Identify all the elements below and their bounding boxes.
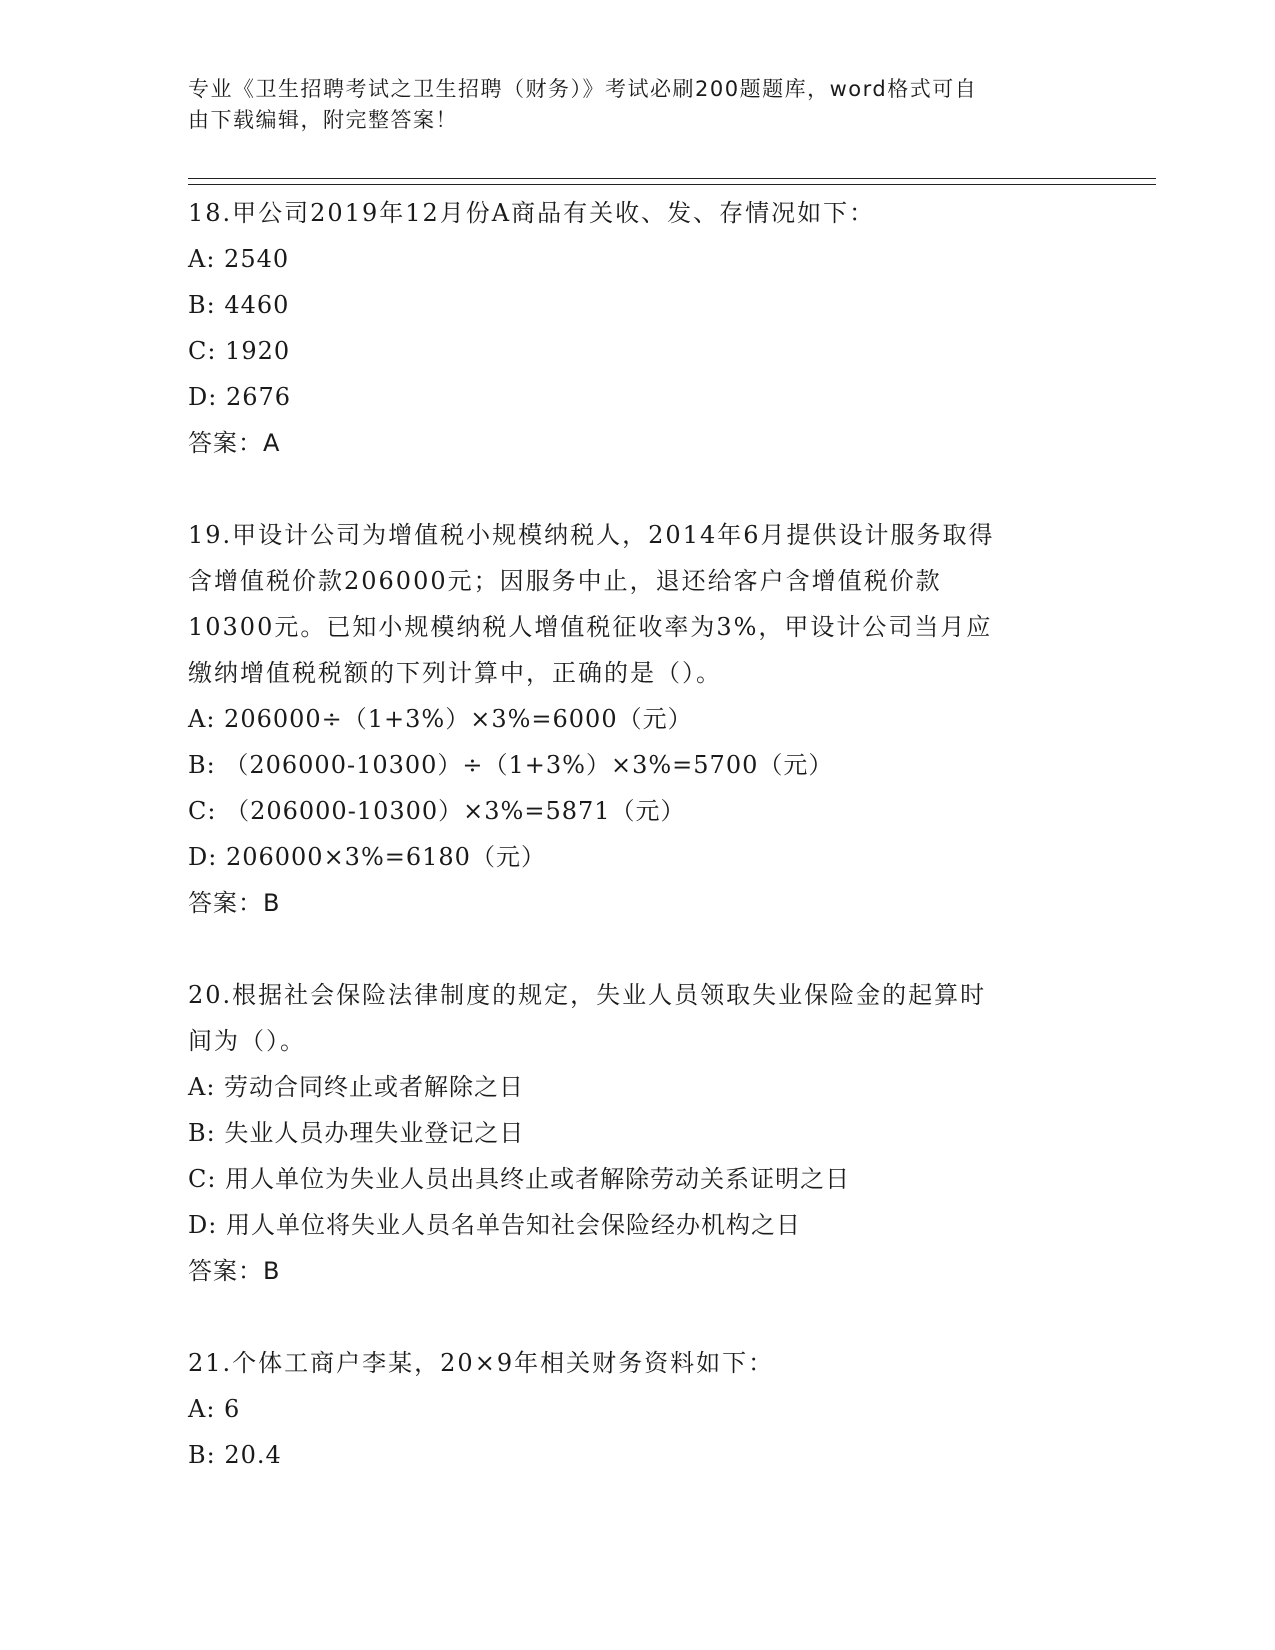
option-d: D: 2676 [188,383,292,411]
spacer [188,466,1088,512]
option-a: A: 劳动合同终止或者解除之日 [188,1073,525,1101]
header-divider-top [188,178,1156,179]
option-b: B: 20.4 [188,1441,282,1469]
question-20 [188,972,1088,1294]
question-stem: 缴纳增值税税额的下列计算中，正确的是（）。 [188,659,722,687]
question-21 [188,1340,1088,1478]
spacer [188,1294,1088,1340]
question-stem: 18.甲公司2019年12月份A商品有关收、发、存情况如下： [188,199,876,227]
question-stem: 19.甲设计公司为增值税小规模纳税人，2014年6月提供设计服务取得 [188,521,995,549]
option-d: D: 206000×3%=6180（元） [188,843,546,871]
question-stem: 10300元。已知小规模纳税人增值税征收率为3%，甲设计公司当月应 [188,613,993,641]
option-d: D: 用人单位将失业人员名单告知社会保险经办机构之日 [188,1211,801,1239]
question-list [188,190,1088,1478]
option-c: C: （206000-10300）×3%=5871（元） [188,797,686,825]
question-18 [188,190,1088,466]
header-line-2: 由下载编辑，附完整答案！ [188,108,458,132]
question-stem: 21.个体工商户李某，20×9年相关财务资料如下： [188,1349,775,1377]
document-header [188,74,1068,136]
answer: 答案：A [188,429,281,457]
question-stem: 20.根据社会保险法律制度的规定，失业人员领取失业保险金的起算时 [188,981,987,1009]
answer: 答案：B [188,889,281,917]
option-c: C: 1920 [188,337,291,365]
header-line-1: 专业《卫生招聘考试之卫生招聘（财务）》考试必刷200题题库，word格式可自 [188,77,978,101]
header-divider-bottom [188,184,1156,185]
question-19 [188,512,1088,926]
option-b: B: 4460 [188,291,290,319]
question-stem: 含增值税价款206000元；因服务中止，退还给客户含增值税价款 [188,567,942,595]
option-b: B: （206000-10300）÷（1+3%）×3%=5700（元） [188,751,834,779]
option-a: A: 6 [188,1395,241,1423]
option-c: C: 用人单位为失业人员出具终止或者解除劳动关系证明之日 [188,1165,851,1193]
answer: 答案：B [188,1257,281,1285]
question-stem: 间为（）。 [188,1027,306,1055]
option-a: A: 2540 [188,245,290,273]
option-b: B: 失业人员办理失业登记之日 [188,1119,525,1147]
spacer [188,926,1088,972]
option-a: A: 206000÷（1+3%）×3%=6000（元） [188,705,693,733]
